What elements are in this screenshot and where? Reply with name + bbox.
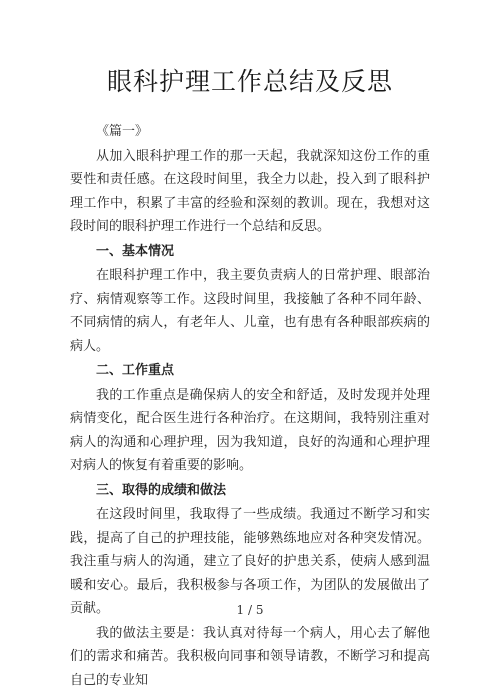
paragraph-work-focus: 我的工作重点是确保病人的安全和舒适，及时发现并处理病情变化，配合医生进行各种治疗。在这期间，我特别注重对病人的沟通和心理护理，因为我知道，良好的沟通和心理护理对病人的恢复有着重要的影响。 — [70, 387, 430, 473]
document-title: 眼科护理工作总结及反思 — [106, 67, 393, 96]
page-number: 1 / 5 — [236, 603, 264, 617]
heading-work-focus: 二、工作重点 — [96, 363, 175, 378]
paragraph-basic-situation: 在眼科护理工作中，我主要负责病人的日常护理、眼部治疗、病情观察等工作。这段时间里，我接触了各种不同年龄、不同病情的病人，有老年人、儿童，也有患有各种眼部疾病的病人。 — [70, 268, 430, 354]
paragraph-methods: 我的做法主要是：我认真对待每一个病人，用心去了解他们的需求和痛苦。我积极向同事和领导请教，不断学习和提高自己的专业知 — [70, 625, 430, 688]
heading-basic-situation: 一、基本情况 — [96, 243, 175, 259]
paragraph-intro: 从加入眼科护理工作的那一天起，我就深知这份工作的重要性和责任感。在这段时间里，我全力以赴，投入到了眼科护理工作中，积累了丰富的经验和深刻的教训。现在，我想对这段时间的眼科护理工作进行一个总结和反思。 — [70, 148, 430, 234]
section-label: 《篇一》 — [96, 124, 149, 139]
heading-achievements: 三、取得的成绩和做法 — [96, 482, 227, 498]
paragraph-achievements: 在这段时间里，我取得了一些成绩。我通过不断学习和实践，提高了自己的护理技能，能够熟练地应对各种突发情况。我注重与病人的沟通，建立了良好的护患关系，使病人感到温暖和安心。最后，我积极参与各项工作，为团队的发展做出了贡献。 — [70, 507, 430, 616]
